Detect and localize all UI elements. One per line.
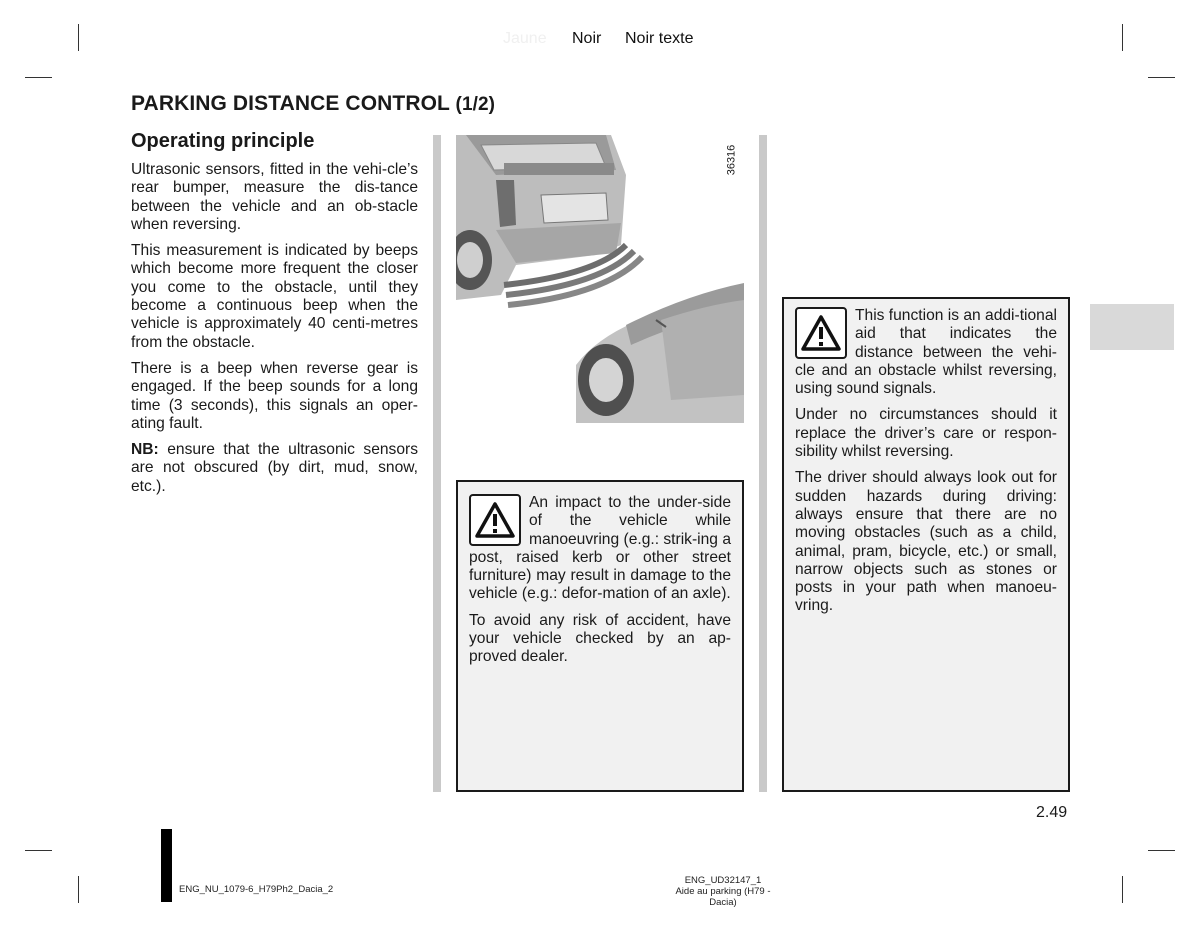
crop-mark (1122, 24, 1123, 51)
paragraph: Ultrasonic sensors, fitted in the vehi-cle’s rear bumper, measure the dis-tance between the vehicle and an ob-stacle when reversing. (131, 161, 418, 233)
warning-paragraph: Under no circumstances should it replace the driver’s care or respon-sibility whilst reversing. (795, 406, 1057, 461)
footer-center (661, 875, 785, 908)
nb-text: ensure that the ultrasonic sensors are not obscured (by dirt, mud, snow, etc.). (131, 441, 418, 495)
page-title: PARKING DISTANCE CONTROL (1/2) (131, 92, 496, 115)
chapter-tab (1090, 304, 1174, 350)
warning-paragraph: The driver should always look out for sudden hazards during driving: always ensure that there are no moving obstacles (such as a child, animal, pram, bicycle, etc.) or small, narrow objects such as stones or posts in your path when manoeu-vring. (795, 469, 1057, 615)
warning-box-right (782, 297, 1070, 792)
warning-paragraph: This function is an addi-tional aid that indicates the distance between the vehi-cle and an obstacle whilst reversing, using sound signals. (795, 307, 1057, 398)
printer-mark-yellow: Jaune (503, 30, 547, 47)
car-rear-parking-sensor-illustration (456, 135, 744, 423)
footer-center-line2: Aide au parking (H79 - Dacia) (675, 886, 771, 908)
printer-mark-black: Noir (572, 30, 602, 47)
warning-box-middle (456, 480, 744, 792)
crop-mark (25, 850, 52, 851)
warning-triangle-icon (795, 307, 847, 359)
edge-bar (161, 829, 172, 902)
crop-mark (25, 77, 52, 78)
paragraph: There is a beep when reverse gear is engaged. If the beep sounds for a long time (3 seconds), this signals an oper-ating fault. (131, 359, 418, 432)
divider-bar (433, 135, 441, 792)
footer-left: ENG_NU_1079-6_H79Ph2_Dacia_2 (179, 884, 334, 895)
parking-sensor-figure (456, 135, 744, 423)
crop-mark (1122, 876, 1123, 903)
column-1 (131, 161, 418, 504)
page-number: 2.49 (1036, 804, 1068, 821)
divider-bar (759, 135, 767, 792)
nb-note (131, 441, 418, 496)
warning-triangle-icon (469, 494, 521, 546)
figure-reference-number: 36316 (725, 144, 738, 176)
paragraph: This measurement is indicated by beeps which become more frequent the closer you come to the obstacle, until they become a continuous beep when the vehicle is approximately 40 centi-metres from the obstacle. (131, 242, 418, 351)
crop-mark (78, 24, 79, 51)
warning-paragraph: An impact to the under-side of the vehicle while manoeuvring (e.g.: strik-ing a post, raised kerb or other street furniture) may result in damage to the vehicle (e.g.: defor-mation of an axle). (469, 494, 731, 603)
warning-paragraph: To avoid any risk of accident, have your vehicle checked by an ap-proved dealer. (469, 611, 731, 666)
crop-mark (1148, 850, 1175, 851)
section-heading: Operating principle (131, 130, 315, 152)
footer-center-line1: ENG_UD32147_1 (684, 875, 762, 886)
figure-reference (725, 142, 742, 182)
printer-mark-black-text: Noir texte (625, 30, 694, 47)
crop-mark (78, 876, 79, 903)
crop-mark (1148, 77, 1175, 78)
nb-label: NB: (131, 441, 159, 459)
